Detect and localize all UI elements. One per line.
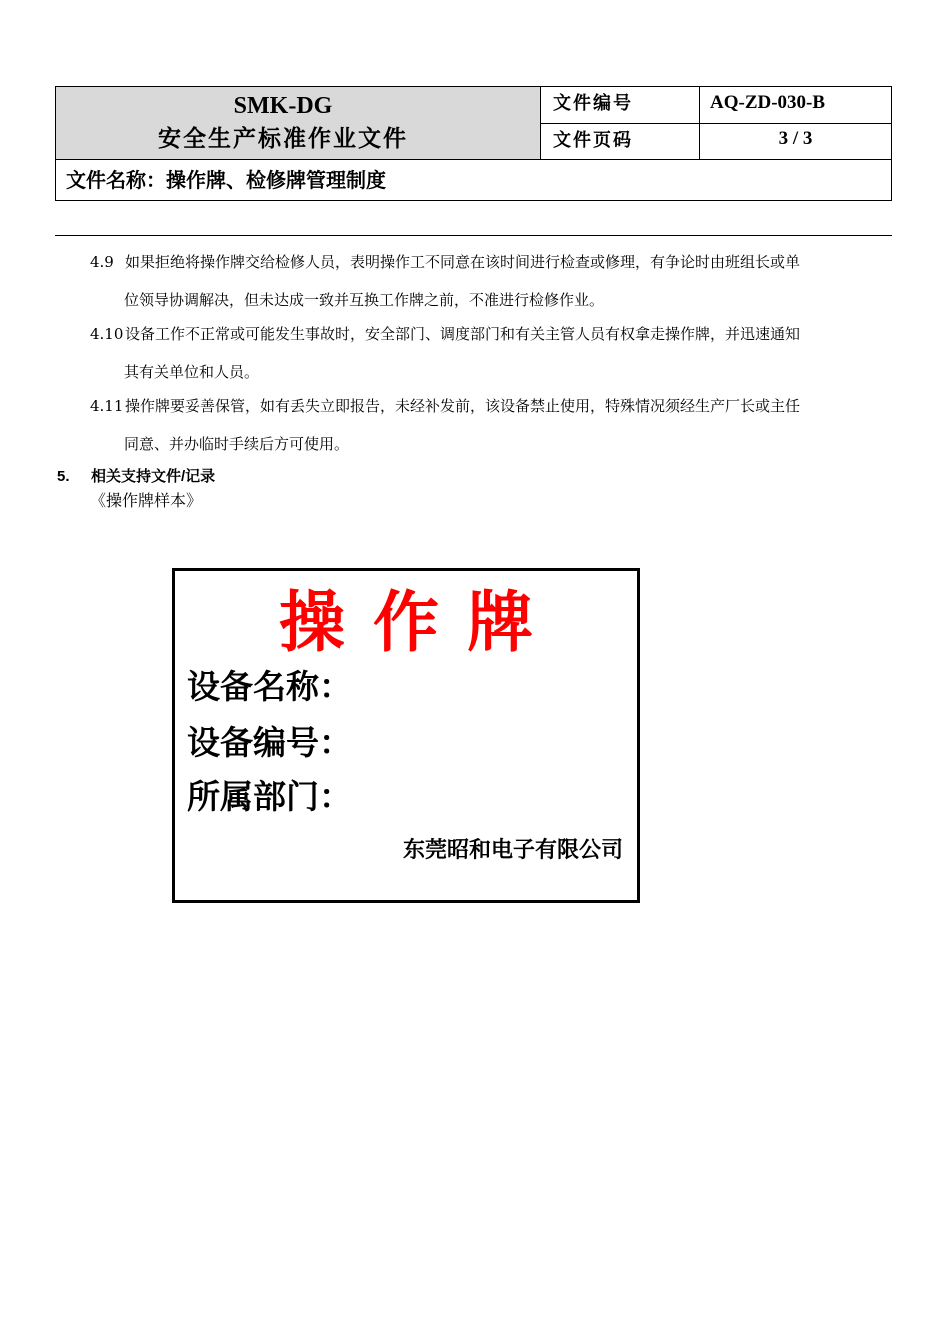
paragraph-4-11 (90, 387, 880, 463)
paragraph-4-10 (90, 315, 880, 391)
paragraph-4-9 (90, 243, 880, 319)
paragraph-text-cont: 位领导协调解决，但未达成一致并互换工作牌之前，不准进行检修作业。 (124, 291, 605, 309)
section-title: 相关支持文件/记录 (91, 468, 216, 485)
page-label: 文件页码 (541, 124, 700, 160)
sign-field-equipment-number: 设备编号： (187, 723, 352, 762)
document-type: 安全生产标准作业文件 (158, 125, 408, 152)
sign-title: 操作牌 (279, 584, 561, 661)
paragraph-text: 如果拒绝将操作牌交给检修人员，表明操作工不同意在该时间进行检查或修理，有争论时由班组长或单 (125, 253, 801, 271)
paragraph-text: 设备工作不正常或可能发生事故时，安全部门、调度部门和有关主管人员有权拿走操作牌，并迅速通知 (125, 325, 801, 343)
doc-number-label: 文件编号 (541, 87, 700, 124)
section-5-heading (57, 466, 215, 488)
section-number: 5. (57, 468, 70, 485)
header-divider (55, 235, 892, 236)
paragraph-number: 4.9 (90, 253, 114, 271)
paragraph-text: 操作牌要妥善保管，如有丢失立即报告，未经补发前，该设备禁止使用，特殊情况须经生产厂长或主任 (125, 397, 801, 415)
doc-number-value: AQ-ZD-030-B (700, 87, 891, 124)
page-value: 3 / 3 (700, 124, 891, 160)
paragraph-text-cont: 同意、并办临时手续后方可使用。 (124, 435, 350, 453)
document-name: 文件名称：操作牌、检修牌管理制度 (66, 168, 386, 192)
document-header (55, 86, 892, 201)
header-title-cell (56, 87, 541, 160)
paragraph-text-cont: 其有关单位和人员。 (124, 363, 260, 381)
operation-sign-sample (172, 568, 640, 903)
sample-label: 《操作牌样本》 (90, 491, 203, 510)
paragraph-number: 4.10 (90, 325, 124, 343)
sign-field-department: 所属部门： (187, 777, 352, 816)
company-code: SMK-DG (233, 93, 333, 119)
sign-company-name: 东莞昭和电子有限公司 (402, 838, 623, 863)
sign-field-equipment-name: 设备名称： (187, 667, 352, 706)
paragraph-number: 4.11 (90, 397, 124, 415)
